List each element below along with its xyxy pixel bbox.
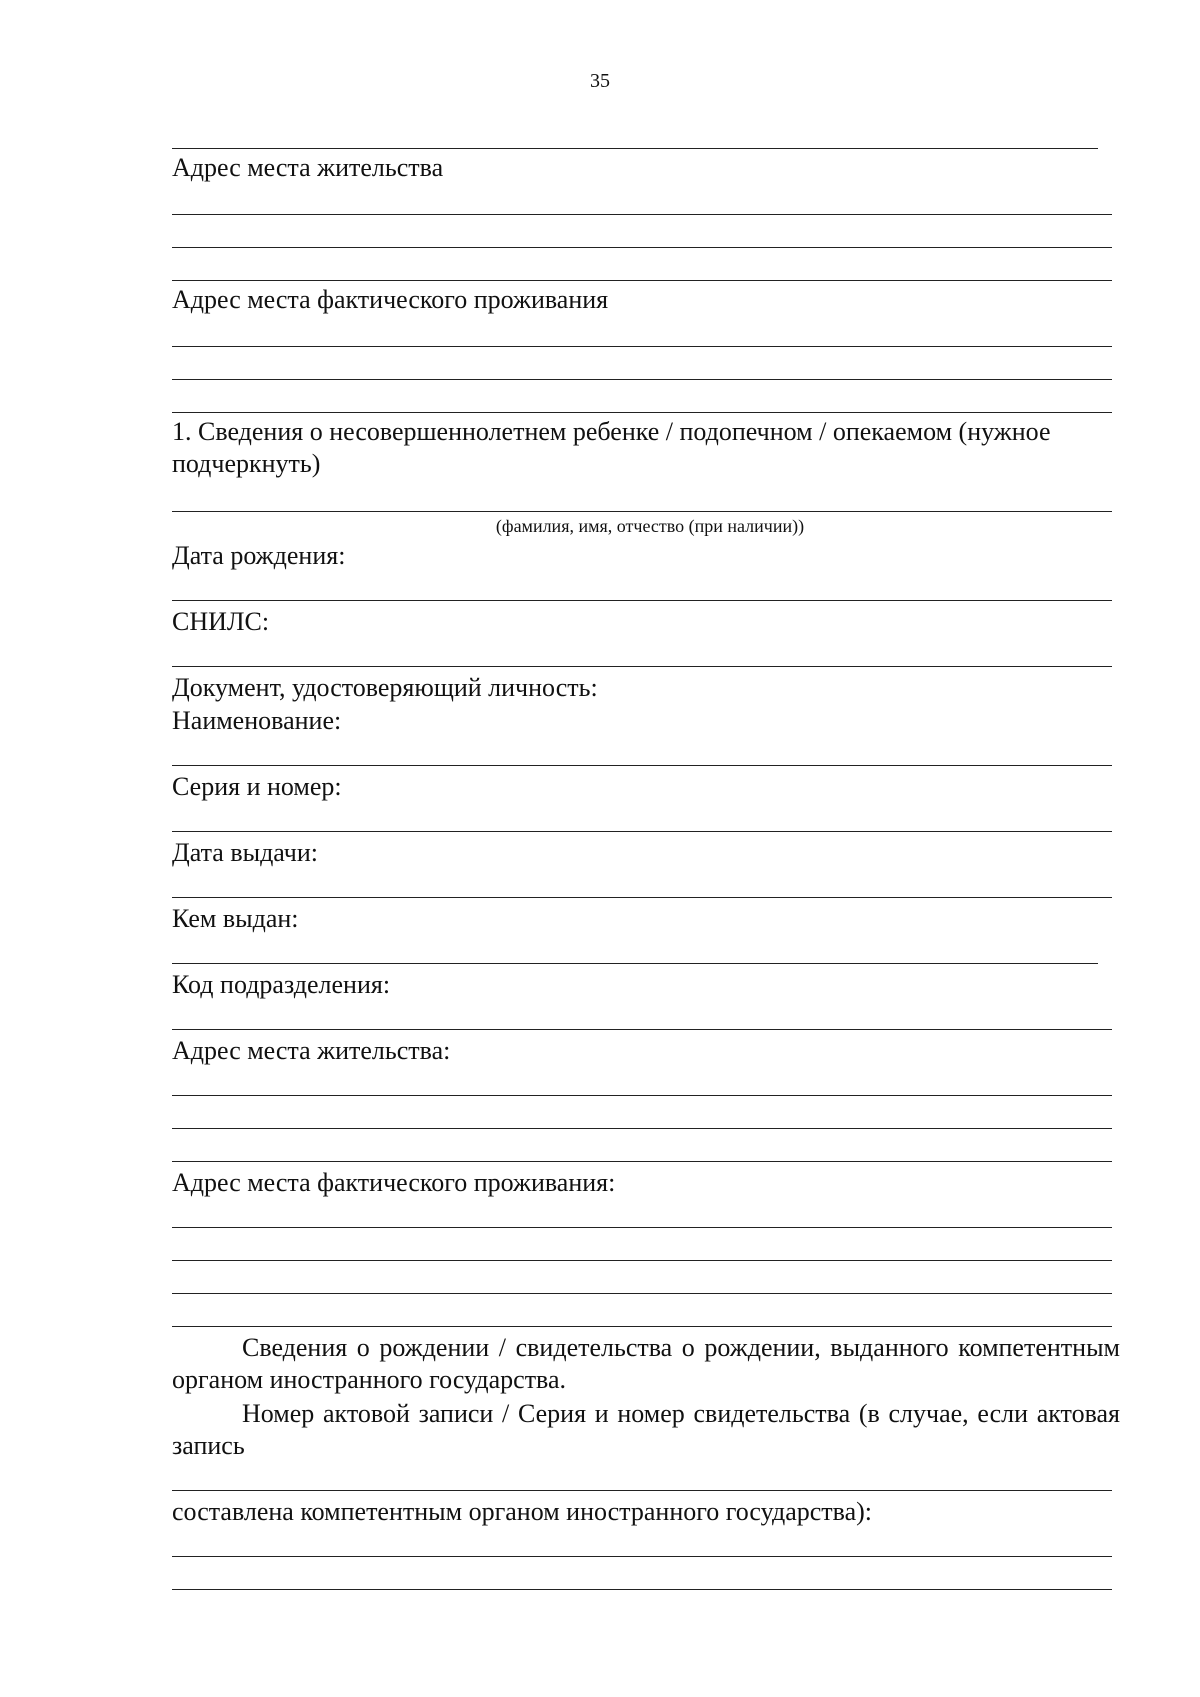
fill-line[interactable] (172, 148, 1098, 149)
fill-line[interactable] (172, 1095, 1112, 1096)
fill-line[interactable] (172, 1556, 1112, 1557)
fill-line[interactable] (172, 600, 1112, 601)
record-continuation-text: составлена компетентным органом иностранного государства): (172, 1497, 872, 1526)
snils-label: СНИЛС: (172, 607, 270, 636)
issued-by-label: Кем выдан: (172, 904, 299, 933)
fill-line[interactable] (172, 346, 1112, 347)
child-actual-residence-address-label: Адрес места фактического проживания: (172, 1168, 616, 1197)
birth-date-label: Дата рождения: (172, 541, 346, 570)
fill-line[interactable] (172, 412, 1112, 413)
fill-line[interactable] (172, 1161, 1112, 1162)
residence-address-label: Адрес места жительства (172, 153, 444, 182)
birth-info-text: Сведения о рождении / свидетельства о рождении, выданного компетентным органом иностранного государства. (172, 1333, 1120, 1394)
child-section-heading: 1. Сведения о несовершеннолетнем ребенке / подопечном / опекаемом (нужное подчеркнуть) (172, 417, 1051, 478)
fill-line[interactable] (172, 831, 1112, 832)
fill-line[interactable] (172, 214, 1112, 215)
fill-line[interactable] (172, 1227, 1112, 1228)
record-number-text: Номер актовой записи / Серия и номер свидетельства (в случае, если актовая запись (172, 1399, 1120, 1460)
page-number: 35 (590, 70, 610, 92)
fill-line[interactable] (172, 379, 1112, 380)
child-residence-address-label: Адрес места жительства: (172, 1036, 451, 1065)
fill-line[interactable] (172, 963, 1098, 964)
issue-date-label: Дата выдачи: (172, 838, 319, 867)
fill-line[interactable] (172, 511, 1112, 512)
fill-line[interactable] (172, 897, 1112, 898)
id-document-label: Документ, удостоверяющий личность: (172, 673, 598, 702)
fill-line[interactable] (172, 1128, 1112, 1129)
fill-line[interactable] (172, 280, 1112, 281)
fill-line[interactable] (172, 1589, 1112, 1590)
fill-line[interactable] (172, 1260, 1112, 1261)
fill-line[interactable] (172, 1490, 1112, 1491)
fill-line[interactable] (172, 1293, 1112, 1294)
actual-residence-address-label: Адрес места фактического проживания (172, 285, 609, 314)
fill-line[interactable] (172, 1029, 1112, 1030)
fio-hint: (фамилия, имя, отчество (при наличии)) (495, 516, 805, 536)
fill-line[interactable] (172, 666, 1112, 667)
division-code-label: Код подразделения: (172, 970, 391, 999)
document-name-label: Наименование: (172, 706, 342, 735)
fill-line[interactable] (172, 1326, 1112, 1327)
series-number-label: Серия и номер: (172, 772, 342, 801)
fill-line[interactable] (172, 765, 1112, 766)
fill-line[interactable] (172, 247, 1112, 248)
